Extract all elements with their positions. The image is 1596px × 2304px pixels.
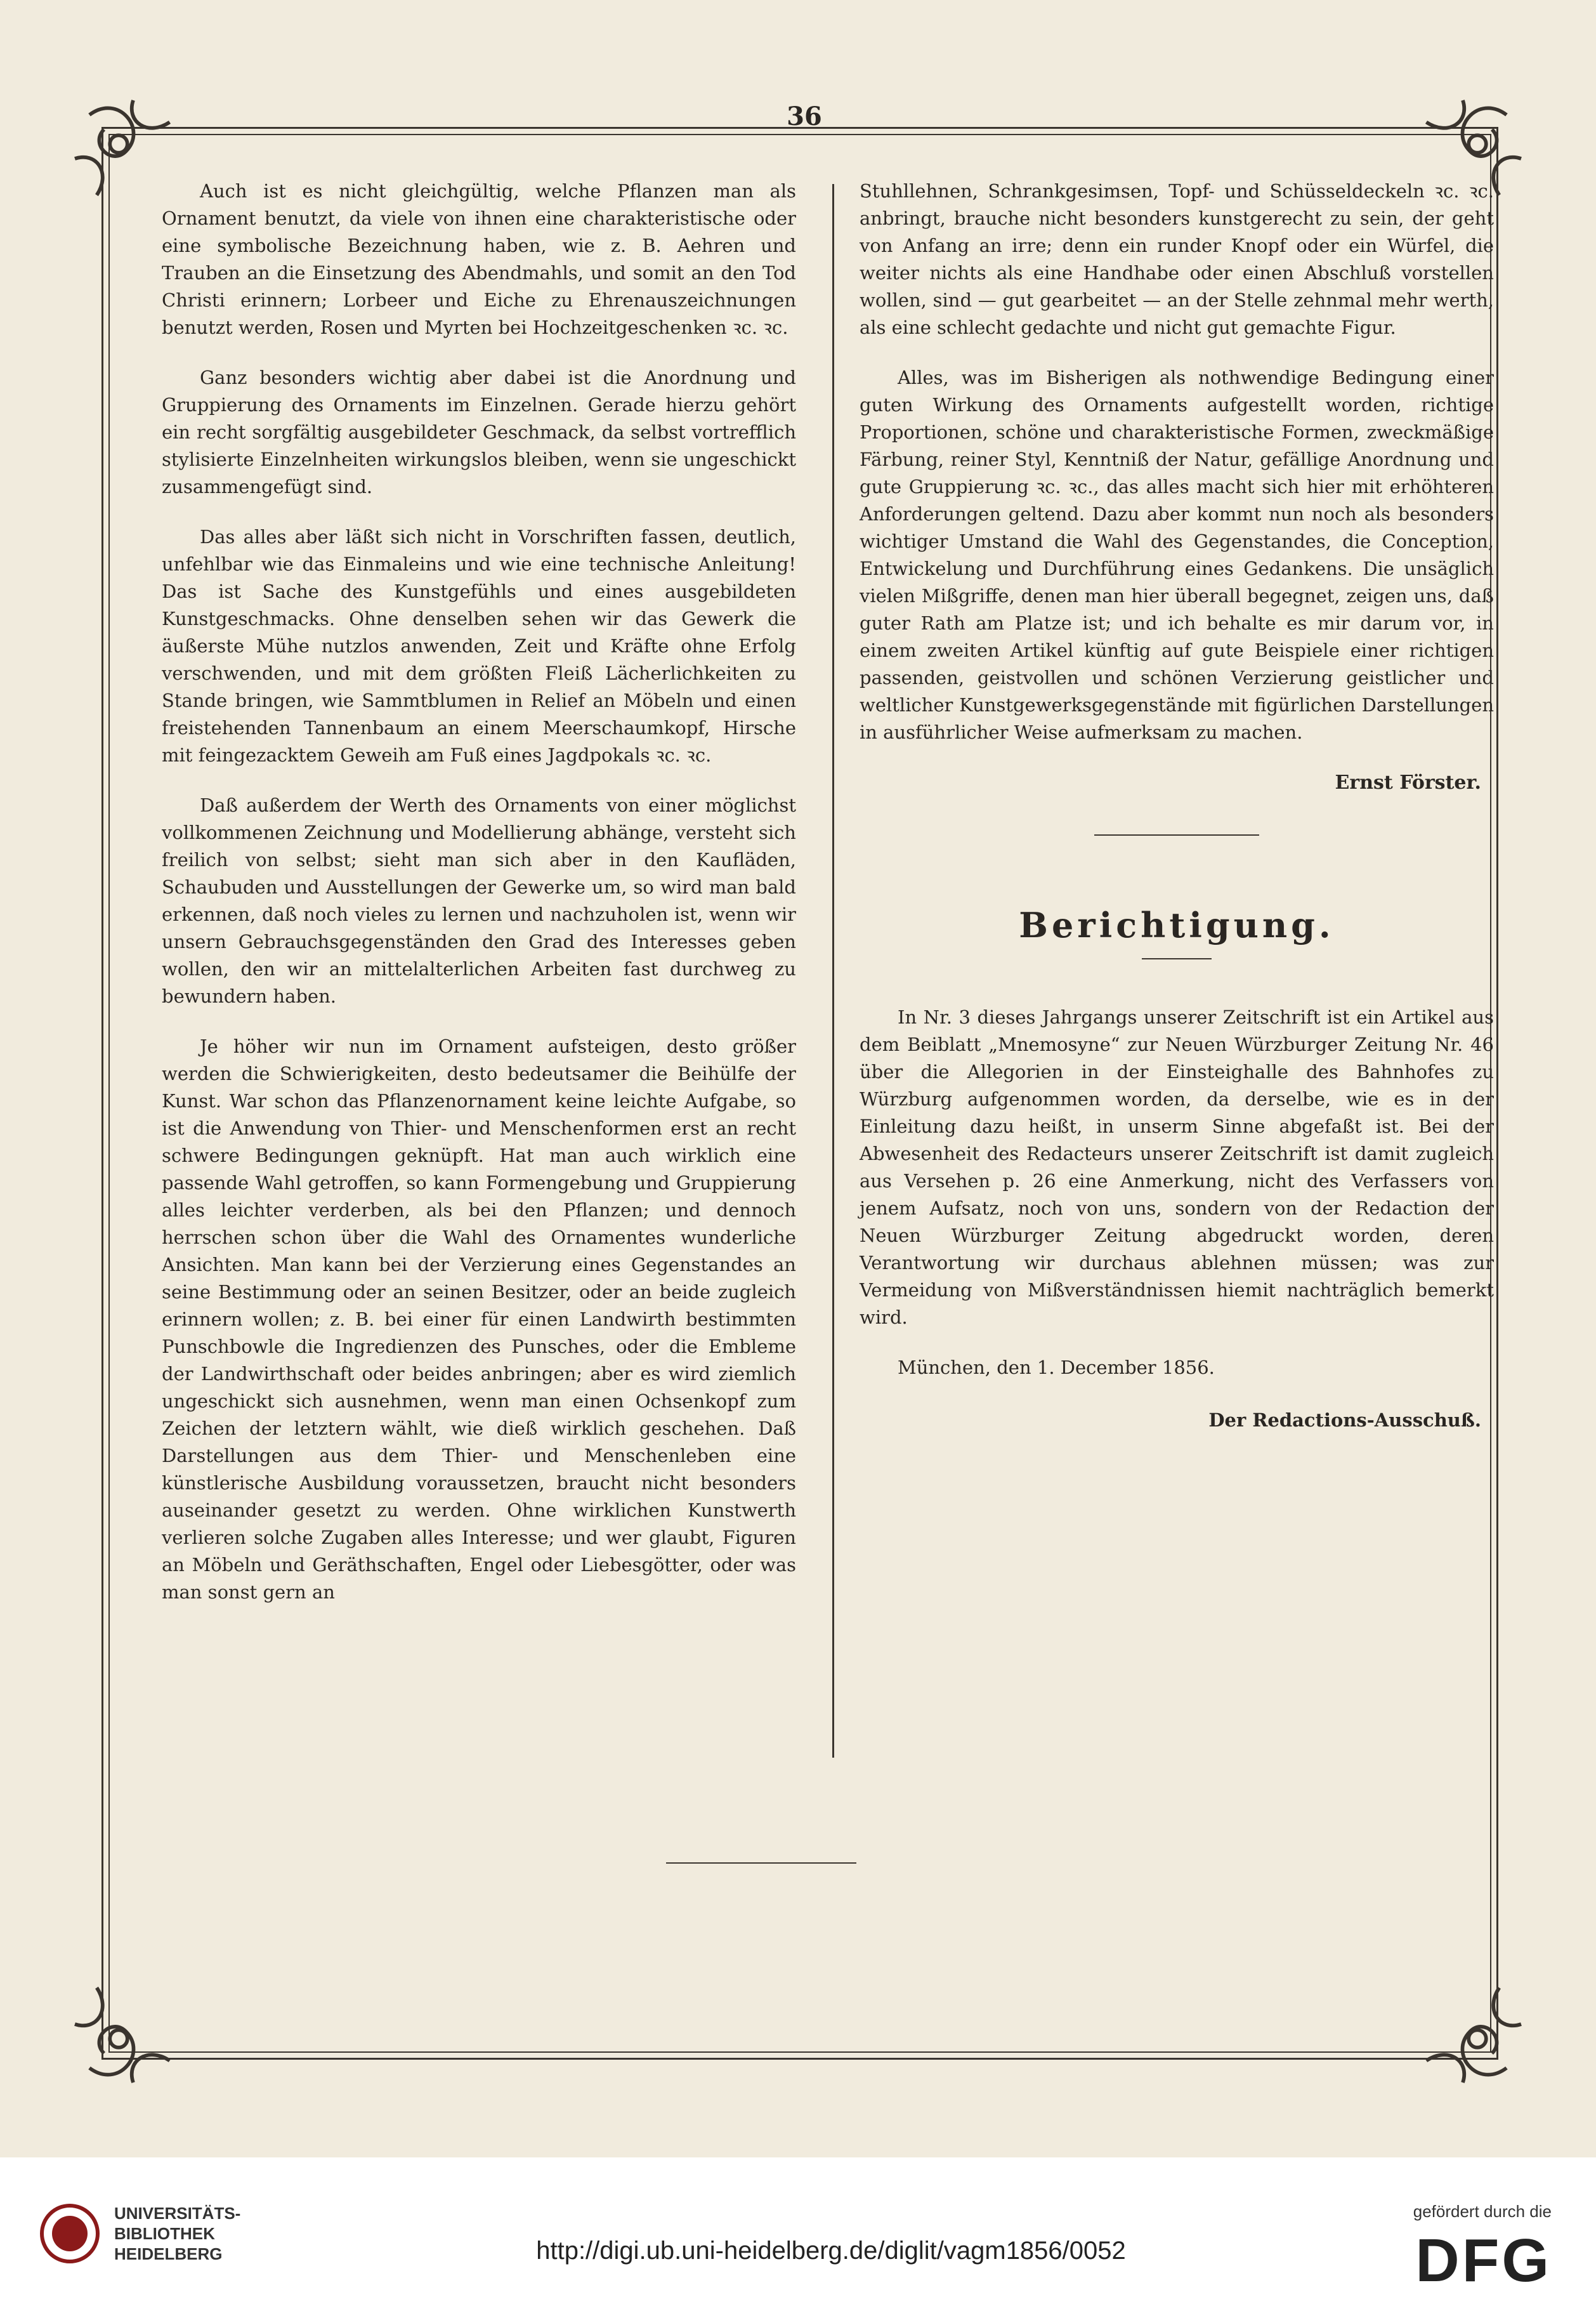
paragraph: Alles, was im Bisherigen als nothwendige Bedingung einer guten Wirkung des Ornaments aufgestellt worden, richtige Proportionen, schöne und charakteristische Formen, zweckmäßige Färbung, reiner Styl, Kenntniß der Natur, gefällige Anordnung und gute Gruppierung ꝛc. ꝛc., das alles macht sich hier mit erhöhteren Anforderungen geltend. Dazu aber kommt nun noch als besonders wichtiger Umstand die Wahl des Gegenstandes, die Conception, Entwickelung und Durchführung eines Gedankens. Die unsäglich vielen Mißgriffe, denen man hier überall begegnet, zeigen uns, daß guter Rath am Platze ist; und ich behalte es mir darum vor, in einem zweiten Artikel künftig auf gute Beispiele einer richtigen passenden, geistvollen und schönen Verzierung geistlicher und weltlicher Kunstgewerksgegenstände mit figürlichen Darstellungen in ausführlicher Weise aufmerksam zu machen.	[860, 367, 1494, 743]
corner-ornament-icon	[1390, 1951, 1536, 2097]
section-heading: Berichtigung.	[1019, 905, 1335, 945]
closing-rule	[666, 1862, 856, 1864]
institution-line: BIBLIOTHEK	[114, 2224, 215, 2243]
section-rule	[1094, 834, 1259, 836]
paragraph: Das alles aber läßt sich nicht in Vorschriften fassen, deutlich, unfehlbar wie das Einmaleins und wie eine technische Anleitung! Das ist Sache des Kunstgefühls und eines ausgebildeten Kunstgeschmacks. Ohne denselben sehen wir das Gewerk die äußerste Mühe nutzlos anwenden, Zeit und Kräfte ohne Erfolg verschwenden, und mit dem größten Fleiß Lächerlichkeiten zu Stande bringen, wie Sammtblumen in Relief an Möbeln und einen freistehenden Tannenbaum an einem Meerschaumkopf, Hirsche mit feingezacktem Geweih am Fuß eines Jagdpokals ꝛc. ꝛc.	[162, 526, 796, 766]
heading-rule	[1142, 958, 1212, 959]
left-column	[162, 178, 796, 1629]
institution-line: HEIDELBERG	[114, 2244, 223, 2263]
footer-bar	[0, 2157, 1596, 2304]
paragraph: Daß außerdem der Werth des Ornaments von einer möglichst vollkommenen Zeichnung und Modellierung abhänge, versteht sich freilich von selbst; sieht man sich aber in den Kaufläden, Schaubuden und Ausstellungen der Gewerke um, so wird man bald erkennen, daß noch vieles zu lernen und nachzuholen ist, wenn wir unsern Gebrauchsgegenständen den Grad des Interesses geben wollen, den wir an mittelalterlichen Arbeiten fast durchweg zu bewundern haben.	[162, 794, 796, 1007]
correction-paragraph: In Nr. 3 dieses Jahrgangs unserer Zeitschrift ist ein Artikel aus dem Beiblatt „Mnemosyne“ zur Neuen Würzburger Zeitung Nr. 46 über die Allegorien in der Einsteighalle des Bahnhofes zu Würzburg aufgenommen worden, da derselbe, wie es in der Einleitung dazu heißt, in unserm Sinne abgefaßt ist. Bei der Abwesenheit des Redacteurs unserer Zeitschrift ist damit zugleich aus Versehen p. 26 eine Anmerkung, nicht des Verfassers von jenem Aufsatz, noch von uns, sondern von der Redaction der Neuen Würzburger Zeitung abgedruckt worden, deren Verantwortung wir durchaus ablehnen müssen; was zur Vermeidung von Mißverständnissen hiemit nachträglich bemerkt wird.	[860, 1006, 1494, 1328]
committee-signature: Der Redactions-Ausschuß.	[1208, 1409, 1481, 1431]
paragraph: Ganz besonders wichtig aber dabei ist die Anordnung und Gruppierung des Ornaments im Einzelnen. Gerade hierzu gehört ein recht sorgfältig ausgebildeter Geschmack, da selbst vortrefflich stylisierte Einzelnheiten wirkungslos bleiben, wenn sie ungeschickt zusammengefügt sind.	[162, 367, 796, 497]
paragraph: Je höher wir nun im Ornament aufsteigen, desto größer werden die Schwierigkeiten, desto bedeutsamer die Beihülfe der Kunst. War schon das Pflanzenornament keine leichte Aufgabe, so ist die Anwendung von Thier- und Menschenformen erst an recht schwere Bedingungen geknüpft. Hat man auch wirklich eine passende Wahl getroffen, so kann Formengebung und Gruppierung alles leichter verderben, als bei den Pflanzen; und dennoch herrschen schon über die Wahl des Ornamentes wunderliche Ansichten. Man kann bei der Verzierung eines Gegenstandes an seine Bestimmung oder an seinen Besitzer, oder an beide zugleich erinnern wollen; z. B. bei einer für einen Landwirth bestimmten Punschbowle die Ingredienzen des Punsches, oder die Embleme der Landwirthschaft oder beides anbringen; aber es wird ziemlich ungeschickt sich ausnehmen, wenn man einen Ochsenkopf zum Zeichen der letztern wählt, wie dieß wirklich geschehen. Daß Darstellungen aus dem Thier- und Menschenleben eine künstlerische Ausbildung voraussetzen, braucht nicht besonders auseinander gesetzt zu werden. Ohne wirklichen Kunstwerth verlieren solche Zugaben alles Interesse; und wer glaubt, Figuren an Möbeln und Geräthschaften, Engel oder Liebesgötter, oder was man sonst gern an	[162, 1036, 796, 1603]
permalink[interactable]: http://digi.ub.uni-heidelberg.de/diglit/vagm1856/0052	[536, 2237, 1126, 2265]
paragraph: Auch ist es nicht gleichgültig, welche Pflanzen man als Ornament benutzt, da viele von ihnen eine charakteristische oder eine symbolische Bezeichnung haben, wie z. B. Aehren und Trauben an die Einsetzung des Abendmahls, und somit an den Tod Christi erinnern; Lorbeer und Eiche zu Ehrenauszeichnungen benutzt werden, Rosen und Myrten bei Hochzeitgeschenken ꝛc. ꝛc.	[162, 180, 796, 338]
funder-caption: gefördert durch die	[1413, 2202, 1552, 2221]
corner-ornament-icon	[60, 1951, 206, 2097]
paragraph: Stuhllehnen, Schrankgesimsen, Topf- und Schüsseldeckeln ꝛc. ꝛc. anbringt, brauche nicht besonders kunstgerecht zu sein, der geht von Anfang an irre; denn ein runder Knopf oder ein Würfel, die weiter nichts als eine Handhabe oder einen Abschluß vorstellen wollen, sind — gut gearbeitet — an der Stelle zehnmal mehr werth, als eine schlecht gedachte und nicht gut gemachte Figur.	[860, 180, 1494, 338]
column-divider	[832, 184, 834, 1758]
page-number: 36	[787, 102, 822, 131]
right-column	[860, 178, 1494, 1434]
author-signature: Ernst Förster.	[1335, 772, 1481, 794]
university-seal-icon	[38, 2202, 101, 2265]
institution-name	[114, 2203, 240, 2264]
institution-line: UNIVERSITÄTS-	[114, 2204, 241, 2223]
dateline: München, den 1. December 1856.	[898, 1357, 1215, 1378]
dfg-logo: DFG	[1415, 2227, 1552, 2294]
